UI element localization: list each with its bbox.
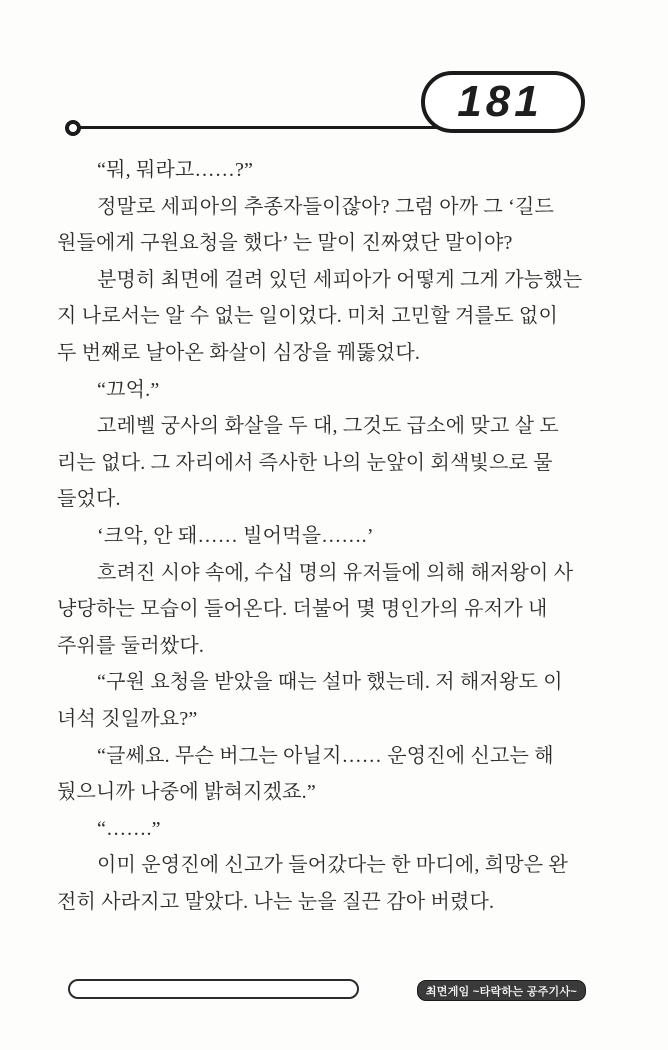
text-line: 주위를 둘러쌌다.: [57, 634, 205, 657]
text-line: 지 나로서는 알 수 없는 일이었다. 미처 고민할 겨를도 없이: [57, 305, 558, 328]
body-text: [57, 152, 613, 920]
footer-rule-pill: [68, 979, 359, 999]
text-line: “구원 요청을 받았을 때는 설마 했는데. 저 해저왕도 이: [97, 671, 563, 694]
text-line: 리는 없다. 그 자리에서 즉사한 나의 눈앞이 회색빛으로 물: [57, 451, 553, 474]
book-title: 최면게임 ~타락하는 공주기사~: [425, 985, 578, 998]
page-number: 181: [457, 77, 543, 126]
text-line: “끄억.”: [97, 378, 160, 401]
text-line: 고레벨 궁사의 화살을 두 대, 그것도 급소에 맞고 살 도: [97, 415, 559, 438]
text-line: 뒀으니까 나중에 밝혀지겠죠.”: [57, 781, 316, 804]
text-line: 정말로 세피아의 추종자들이잖아? 그럼 아까 그 ‘길드: [97, 195, 555, 218]
text-line: 분명히 최면에 걸려 있던 세피아가 어떻게 그게 가능했는: [97, 268, 583, 291]
text-line: 냥당하는 모습이 들어온다. 더불어 몇 명인가의 유저가 내: [57, 598, 548, 621]
text-line: 흐려진 시야 속에, 수십 명의 유저들에 의해 해저왕이 사: [97, 561, 574, 584]
text-line: ‘크악, 안 돼…… 빌어먹을…….’: [97, 524, 374, 547]
text-line: 녀석 짓일까요?”: [57, 707, 198, 730]
text-line: 이미 운영진에 신고가 들어갔다는 한 마디에, 희망은 완: [97, 854, 569, 877]
header-line-end-circle-icon: [65, 120, 81, 136]
book-title-badge: [417, 980, 586, 1001]
text-line: 전히 사라지고 말았다. 나는 눈을 질끈 감아 버렸다.: [57, 890, 495, 913]
text-line: “뭐, 뭐라고……?”: [97, 159, 254, 181]
page-number-badge: [421, 71, 585, 133]
text-line: 두 번째로 날아온 화살이 심장을 꿰뚫었다.: [57, 341, 421, 364]
text-line: 원들에게 구원요청을 했다’ 는 말이 진짜였단 말이야?: [57, 232, 513, 255]
text-line: “…….”: [97, 817, 161, 840]
header-rule-line: [74, 126, 446, 129]
text-line: “글쎄요. 무슨 버그는 아닐지…… 운영진에 신고는 해: [97, 744, 554, 767]
text-line: 들었다.: [57, 488, 121, 511]
